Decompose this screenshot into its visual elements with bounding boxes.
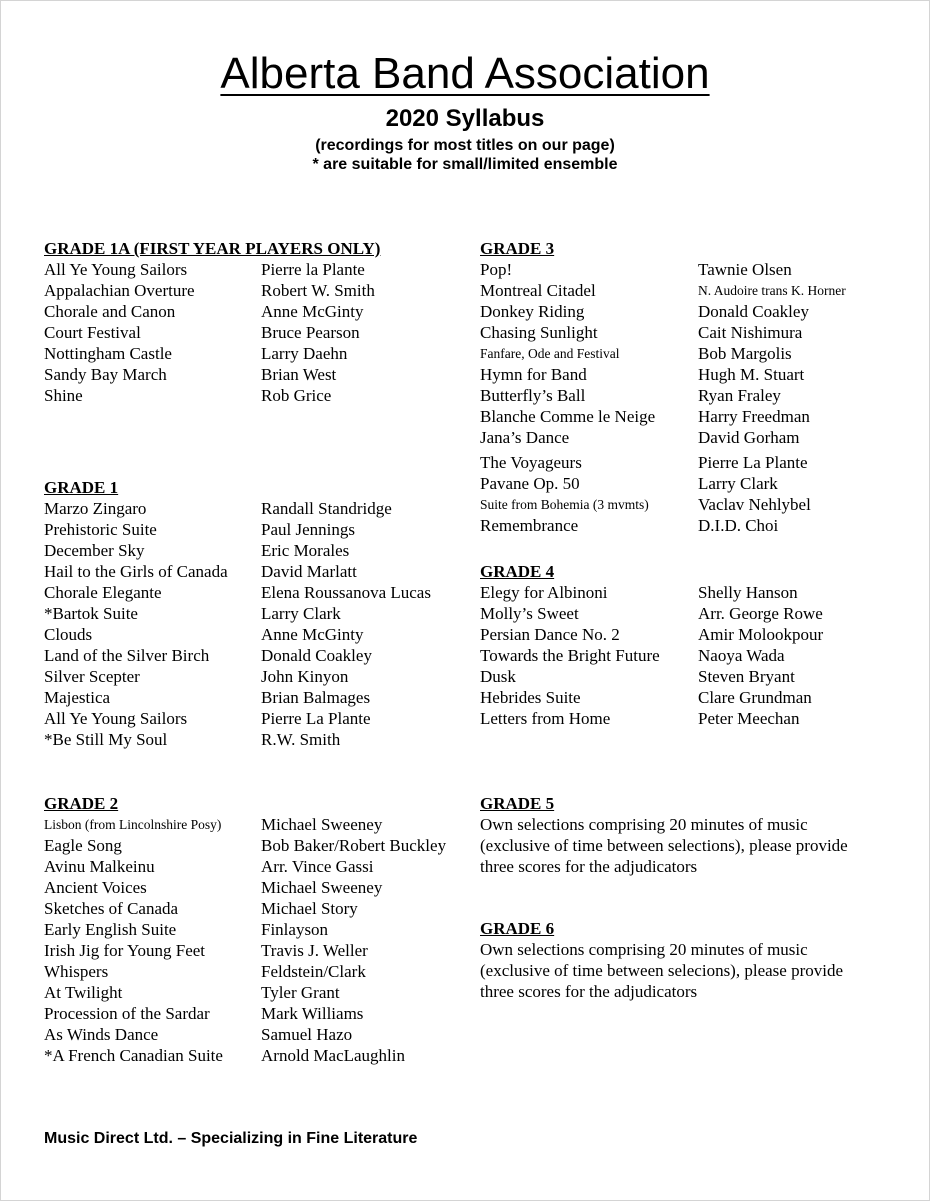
list-item — [44, 835, 474, 856]
small-ensemble-note: * are suitable for small/limited ensemble — [312, 156, 618, 173]
list-item — [44, 498, 464, 519]
piece-title: Chasing Sunlight — [480, 323, 598, 342]
list-item — [480, 385, 900, 406]
piece-composer: Brian West — [261, 365, 337, 384]
grade-3-heading: GRADE 3 — [480, 239, 555, 258]
piece-composer: David Gorham — [698, 428, 800, 447]
piece-title: *A French Canadian Suite — [44, 1046, 223, 1065]
piece-title: Irish Jig for Young Feet — [44, 941, 206, 960]
list-item — [480, 427, 900, 448]
grade-4-section — [480, 561, 900, 729]
piece-composer: Cait Nishimura — [698, 323, 803, 342]
list-item — [480, 515, 900, 536]
piece-title: Jana’s Dance — [480, 428, 570, 447]
list-item — [44, 940, 474, 961]
list-item — [44, 961, 474, 982]
grade-1-heading: GRADE 1 — [44, 478, 119, 497]
piece-title: Elegy for Albinoni — [480, 583, 608, 602]
list-item — [480, 280, 900, 301]
grade-1-list — [44, 498, 464, 750]
piece-title: Persian Dance No. 2 — [480, 625, 620, 644]
piece-title: Butterfly’s Ball — [480, 386, 586, 405]
piece-title: Donkey Riding — [480, 302, 585, 321]
piece-title: Hail to the Girls of Canada — [44, 562, 228, 581]
piece-composer: Paul Jennings — [261, 520, 355, 539]
list-item — [44, 385, 464, 406]
list-item — [44, 280, 464, 301]
piece-composer: Arr. George Rowe — [698, 604, 823, 623]
piece-title: Towards the Bright Future — [480, 646, 660, 665]
piece-composer: Mark Williams — [261, 1004, 364, 1023]
list-item — [480, 666, 900, 687]
piece-title: All Ye Young Sailors — [44, 260, 188, 279]
grade-6-heading: GRADE 6 — [480, 919, 555, 938]
page-title: Alberta Band Association — [220, 49, 710, 98]
grade-1a-heading: GRADE 1A (FIRST YEAR PLAYERS ONLY) — [44, 239, 381, 258]
piece-title: Sketches of Canada — [44, 899, 179, 918]
piece-composer: Amir Molookpour — [698, 625, 824, 644]
grade-6-line: three scores for the adjudicators — [480, 982, 698, 1001]
grade-3-section — [480, 238, 900, 535]
piece-composer: Bruce Pearson — [261, 323, 360, 342]
list-item — [480, 645, 900, 666]
piece-composer: Brian Balmages — [261, 688, 371, 707]
piece-title: Avinu Malkeinu — [44, 857, 155, 876]
list-item — [44, 322, 464, 343]
grade-4-heading: GRADE 4 — [480, 562, 555, 581]
piece-composer: D.I.D. Choi — [698, 516, 779, 535]
grade-2-list — [44, 814, 474, 1066]
piece-title: Majestica — [44, 688, 111, 707]
grade-6-text — [480, 939, 900, 1002]
grade-5-line: (exclusive of time between selections), please provide — [480, 836, 848, 855]
list-item — [480, 687, 900, 708]
piece-title: Land of the Silver Birch — [44, 646, 210, 665]
piece-composer: Michael Sweeney — [261, 815, 383, 834]
piece-composer: Randall Standridge — [261, 499, 392, 518]
piece-title: Appalachian Overture — [44, 281, 195, 300]
list-item — [480, 364, 900, 385]
piece-composer: Larry Daehn — [261, 344, 348, 363]
list-item — [44, 814, 474, 835]
list-item — [44, 561, 464, 582]
piece-title: Silver Scepter — [44, 667, 140, 686]
piece-composer: Finlayson — [261, 920, 329, 939]
piece-title: Clouds — [44, 625, 93, 644]
piece-title: Chorale and Canon — [44, 302, 176, 321]
grade-6-section — [480, 918, 900, 1002]
grade-3-list — [480, 259, 900, 535]
piece-composer: N. Audoire trans K. Horner — [698, 283, 846, 298]
piece-title: Ancient Voices — [44, 878, 147, 897]
piece-title: The Voyageurs — [480, 453, 582, 472]
list-item — [44, 624, 464, 645]
grade-5-text — [480, 814, 900, 877]
piece-composer: David Marlatt — [261, 562, 357, 581]
piece-composer: Bob Margolis — [698, 344, 792, 363]
list-item — [480, 624, 900, 645]
list-item — [44, 856, 474, 877]
piece-composer: John Kinyon — [261, 667, 349, 686]
list-item — [44, 364, 464, 385]
piece-title: At Twilight — [44, 983, 123, 1002]
piece-composer: Donald Coakley — [698, 302, 809, 321]
list-item — [44, 343, 464, 364]
list-item — [480, 582, 900, 603]
list-item — [480, 343, 900, 364]
list-item — [480, 301, 900, 322]
piece-title: Letters from Home — [480, 709, 611, 728]
piece-composer: Samuel Hazo — [261, 1025, 353, 1044]
piece-title: Prehistoric Suite — [44, 520, 157, 539]
piece-composer: Naoya Wada — [698, 646, 785, 665]
piece-composer: Shelly Hanson — [698, 583, 798, 602]
grade-1a-section — [44, 238, 464, 406]
grade-5-heading: GRADE 5 — [480, 794, 555, 813]
piece-title: Whispers — [44, 962, 109, 981]
piece-title: Procession of the Sardar — [44, 1004, 210, 1023]
list-item — [44, 582, 464, 603]
footer-text: Music Direct Ltd. – Specializing in Fine Literature — [44, 1130, 418, 1147]
list-item — [44, 666, 464, 687]
piece-title: Dusk — [480, 667, 516, 686]
list-item — [480, 259, 900, 280]
list-item — [44, 687, 464, 708]
piece-title: Montreal Citadel — [480, 281, 596, 300]
piece-composer: Travis J. Weller — [261, 941, 368, 960]
piece-title: Court Festival — [44, 323, 141, 342]
piece-composer: Pierre la Plante — [261, 260, 365, 279]
piece-title: Shine — [44, 386, 83, 405]
grade-5-section — [480, 793, 900, 877]
piece-composer: Tyler Grant — [261, 983, 340, 1002]
piece-title: All Ye Young Sailors — [44, 709, 188, 728]
piece-composer: Pierre La Plante — [698, 453, 808, 472]
grade-4-list — [480, 582, 900, 729]
piece-title: Eagle Song — [44, 836, 122, 855]
piece-composer: Larry Clark — [698, 474, 778, 493]
list-item — [44, 519, 464, 540]
piece-composer: Anne McGinty — [261, 302, 364, 321]
piece-title: As Winds Dance — [44, 1025, 159, 1044]
list-item — [44, 301, 464, 322]
piece-composer: Robert W. Smith — [261, 281, 375, 300]
piece-title: Hymn for Band — [480, 365, 587, 384]
list-item — [44, 919, 474, 940]
list-item — [44, 1003, 474, 1024]
grade-6-line: Own selections comprising 20 minutes of music — [480, 940, 808, 959]
piece-title: Remembrance — [480, 516, 579, 535]
piece-title: Hebrides Suite — [480, 688, 581, 707]
piece-composer: Vaclav Nehlybel — [698, 495, 811, 514]
piece-title: Sandy Bay March — [44, 365, 167, 384]
piece-composer: Feldstein/Clark — [261, 962, 366, 981]
list-item — [480, 406, 900, 427]
piece-composer: Ryan Fraley — [698, 386, 781, 405]
list-item — [480, 322, 900, 343]
list-item — [44, 1045, 474, 1066]
piece-title: Molly’s Sweet — [480, 604, 579, 623]
piece-composer: Harry Freedman — [698, 407, 810, 426]
list-item — [44, 645, 464, 666]
piece-title: Marzo Zingaro — [44, 499, 147, 518]
piece-title: Suite from Bohemia (3 mvmts) — [480, 497, 649, 512]
piece-title: Pavane Op. 50 — [480, 474, 580, 493]
grade-1a-list — [44, 259, 464, 406]
piece-title: *Be Still My Soul — [44, 730, 168, 749]
list-item — [44, 259, 464, 280]
piece-title: Blanche Comme le Neige — [480, 407, 656, 426]
piece-composer: Tawnie Olsen — [698, 260, 792, 279]
list-item — [44, 708, 464, 729]
grade-2-section — [44, 793, 474, 1066]
piece-composer: Eric Morales — [261, 541, 350, 560]
list-item — [44, 1024, 474, 1045]
grade-1-section — [44, 477, 464, 750]
piece-title: Chorale Elegante — [44, 583, 162, 602]
piece-composer: Arnold MacLaughlin — [261, 1046, 405, 1065]
grade-2-heading: GRADE 2 — [44, 794, 119, 813]
piece-composer: Donald Coakley — [261, 646, 372, 665]
list-item — [44, 877, 474, 898]
piece-title: *Bartok Suite — [44, 604, 138, 623]
list-item — [480, 494, 900, 515]
piece-title: Lisbon (from Lincolnshire Posy) — [44, 817, 222, 832]
list-item — [480, 708, 900, 729]
piece-title: Nottingham Castle — [44, 344, 172, 363]
piece-composer: Peter Meechan — [698, 709, 800, 728]
piece-title: Early English Suite — [44, 920, 177, 939]
piece-composer: Hugh M. Stuart — [698, 365, 805, 384]
piece-title: Pop! — [480, 260, 513, 279]
piece-composer: Bob Baker/Robert Buckley — [261, 836, 447, 855]
piece-composer: Pierre La Plante — [261, 709, 371, 728]
piece-composer: Steven Bryant — [698, 667, 795, 686]
piece-composer: Rob Grice — [261, 386, 332, 405]
piece-composer: Michael Story — [261, 899, 358, 918]
piece-composer: Anne McGinty — [261, 625, 364, 644]
grade-5-line: three scores for the adjudicators — [480, 857, 698, 876]
list-item — [480, 452, 900, 473]
list-item — [480, 473, 900, 494]
recordings-note: (recordings for most titles on our page) — [315, 137, 615, 154]
list-item — [44, 898, 474, 919]
piece-title: December Sky — [44, 541, 145, 560]
piece-composer: Larry Clark — [261, 604, 341, 623]
list-item — [44, 540, 464, 561]
grade-6-line: (exclusive of time between selecions), please provide — [480, 961, 844, 980]
list-item — [44, 982, 474, 1003]
piece-composer: Elena Roussanova Lucas — [261, 583, 431, 602]
piece-composer: Clare Grundman — [698, 688, 812, 707]
piece-composer: Arr. Vince Gassi — [261, 857, 374, 876]
list-item — [480, 603, 900, 624]
list-item — [44, 603, 464, 624]
piece-title: Fanfare, Ode and Festival — [480, 346, 620, 361]
piece-composer: Michael Sweeney — [261, 878, 383, 897]
page-subtitle: 2020 Syllabus — [385, 105, 545, 132]
piece-composer: R.W. Smith — [261, 730, 341, 749]
list-item — [44, 729, 464, 750]
grade-5-line: Own selections comprising 20 minutes of music — [480, 815, 808, 834]
